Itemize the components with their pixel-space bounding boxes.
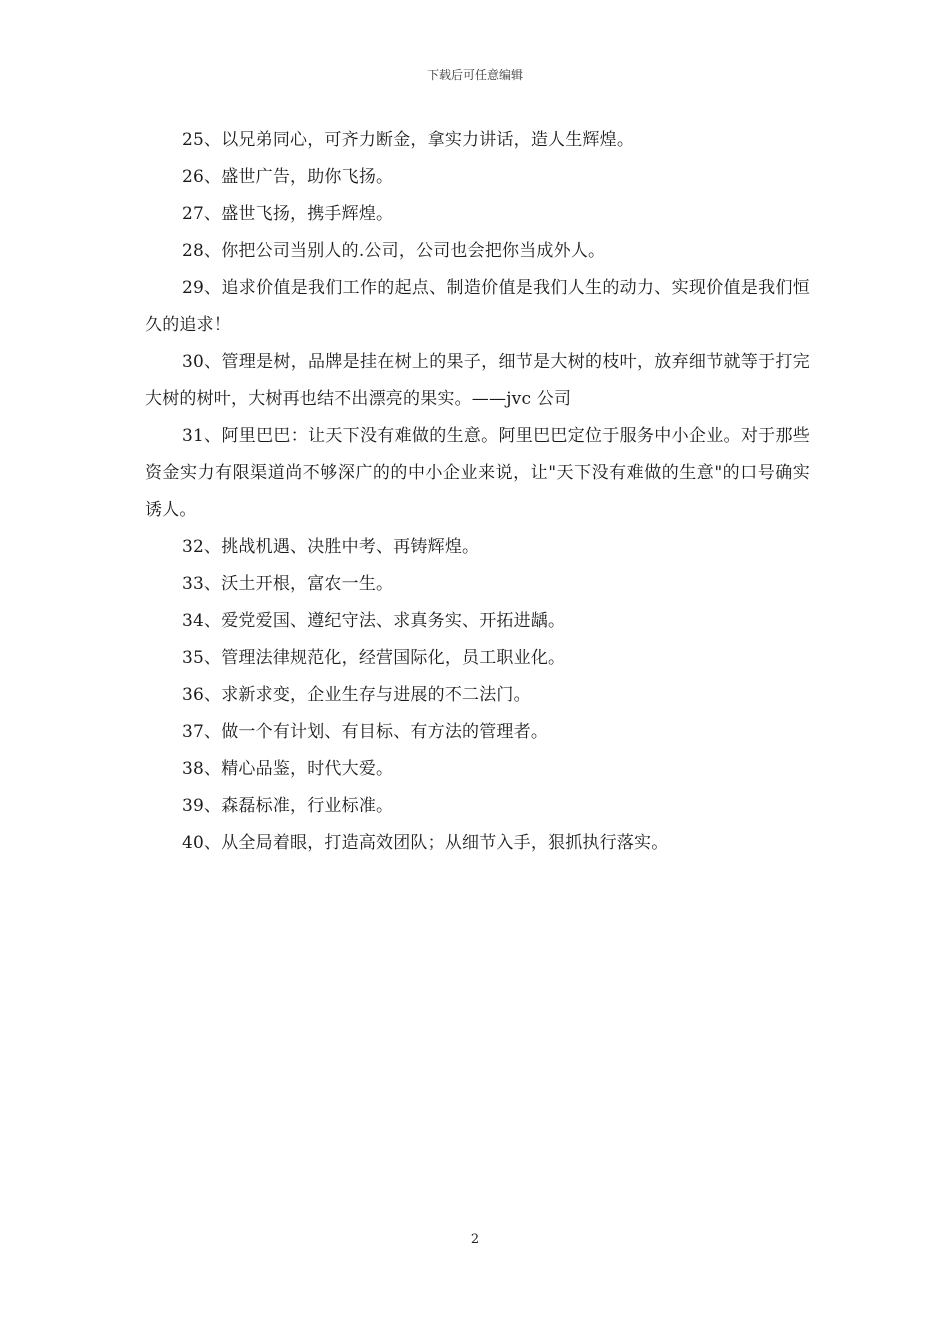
- paragraph: 27、盛世飞扬，携手辉煌。: [182, 204, 394, 224]
- paragraph: 34、爱党爱国、遵纪守法、求真务实、开拓进龋。: [182, 611, 566, 631]
- paragraph: 40、从全局着眼，打造高效团队；从细节入手，狠抓执行落实。: [182, 833, 669, 853]
- paragraph: 26、盛世广告，助你飞扬。: [182, 167, 394, 187]
- page-header: 下载后可任意编辑: [426, 68, 523, 82]
- page-number: 2: [470, 1232, 480, 1247]
- paragraph: 36、求新求变，企业生存与进展的不二法门。: [182, 685, 531, 705]
- paragraph: 25、以兄弟同心，可齐力断金，拿实力讲话，造人生辉煌。: [182, 130, 635, 150]
- paragraph: 28、你把公司当别人的.公司，公司也会把你当成外人。: [182, 241, 606, 261]
- paragraph: 37、做一个有计划、有目标、有方法的管理者。: [182, 722, 549, 742]
- paragraph: 39、森磊标准，行业标准。: [182, 796, 394, 816]
- paragraph: 35、管理法律规范化，经营国际化，员工职业化。: [182, 648, 566, 668]
- paragraph: 31、阿里巴巴：让天下没有难做的生意。阿里巴巴定位于服务中小企业。对于那些资金实力有限渠道尚不够深广的的中小企业来说，让"天下没有难做的生意"的口号确实诱人。: [145, 426, 810, 520]
- paragraph: 33、沃土开根，富农一生。: [182, 574, 394, 594]
- document-body: [145, 122, 810, 862]
- paragraph: 32、挑战机遇、决胜中考、再铸辉煌。: [182, 537, 480, 557]
- paragraph: 30、管理是树，品牌是挂在树上的果子，细节是大树的枝叶，放弃细节就等于打完大树的树叶，大树再也结不出漂亮的果实。——jvc 公司: [145, 352, 810, 409]
- paragraph: 29、追求价值是我们工作的起点、制造价值是我们人生的动力、实现价值是我们恒久的追求！: [145, 278, 810, 335]
- paragraph: 38、精心品鉴，时代大爱。: [182, 759, 394, 779]
